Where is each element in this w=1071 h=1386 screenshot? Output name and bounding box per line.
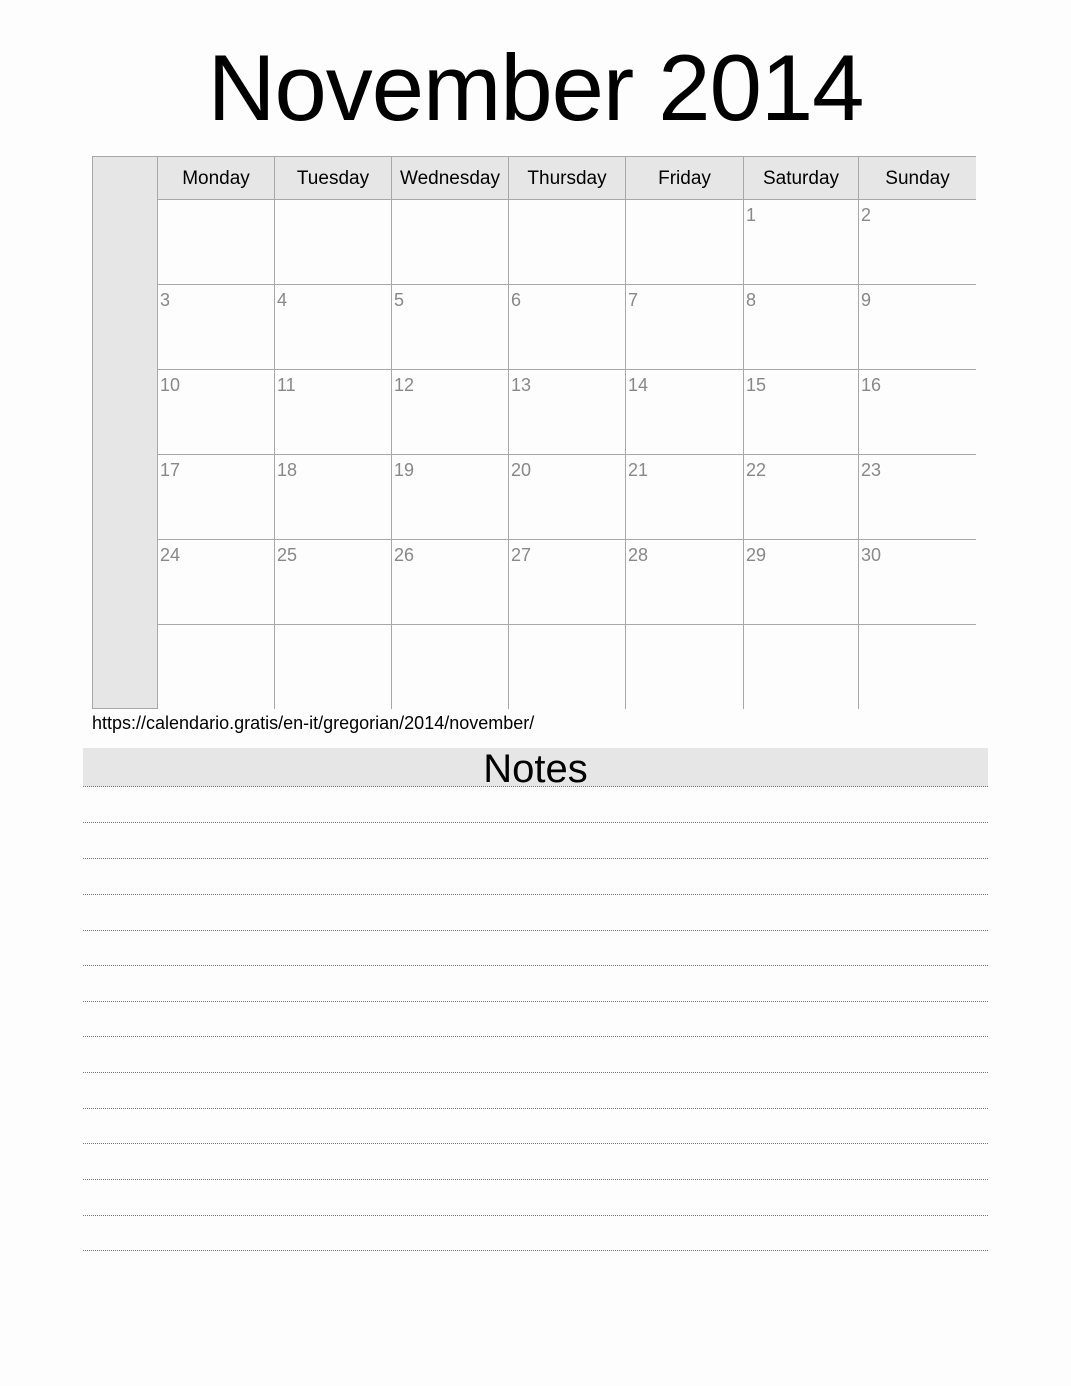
day-cell: 13	[509, 370, 626, 455]
day-cell: 15	[744, 370, 859, 455]
weekday-header: Sunday	[859, 157, 976, 200]
note-line	[83, 1143, 988, 1144]
day-cell: 11	[275, 370, 392, 455]
source-url: https://calendario.gratis/en-it/gregorian/2014/november/	[92, 713, 535, 733]
weekday-header: Friday	[626, 157, 744, 200]
weekday-header: Monday	[158, 157, 275, 200]
note-line	[83, 1001, 988, 1002]
note-line	[83, 965, 988, 966]
day-cell: 5	[392, 285, 509, 370]
weekday-header: Tuesday	[275, 157, 392, 200]
note-line	[83, 1215, 988, 1216]
note-line	[83, 1108, 988, 1109]
day-cell: 18	[275, 455, 392, 540]
day-cell	[392, 200, 509, 285]
day-cell	[509, 625, 626, 709]
day-cell: 30	[859, 540, 976, 625]
day-cell: 19	[392, 455, 509, 540]
day-cell	[275, 625, 392, 709]
note-line	[83, 1250, 988, 1251]
day-cell	[626, 625, 744, 709]
day-cell: 26	[392, 540, 509, 625]
day-cell: 27	[509, 540, 626, 625]
weekday-header: Wednesday	[392, 157, 509, 200]
day-cell: 10	[158, 370, 275, 455]
day-cell: 3	[158, 285, 275, 370]
week-number-column	[93, 157, 158, 708]
day-cell: 7	[626, 285, 744, 370]
day-cell: 21	[626, 455, 744, 540]
note-line	[83, 858, 988, 859]
day-cell: 14	[626, 370, 744, 455]
weekday-header: Saturday	[744, 157, 859, 200]
note-line	[83, 1072, 988, 1073]
day-cell: 16	[859, 370, 976, 455]
calendar-grid	[92, 156, 976, 709]
calendar-days	[158, 157, 975, 708]
notes-heading: Notes	[83, 748, 988, 787]
note-line	[83, 822, 988, 823]
note-line	[83, 1179, 988, 1180]
day-cell: 22	[744, 455, 859, 540]
note-line	[83, 894, 988, 895]
day-cell: 8	[744, 285, 859, 370]
day-cell: 2	[859, 200, 976, 285]
note-line	[83, 930, 988, 931]
day-cell: 23	[859, 455, 976, 540]
day-cell	[744, 625, 859, 709]
day-cell	[859, 625, 976, 709]
day-cell: 20	[509, 455, 626, 540]
day-cell: 6	[509, 285, 626, 370]
day-cell: 29	[744, 540, 859, 625]
day-cell: 17	[158, 455, 275, 540]
day-cell	[392, 625, 509, 709]
day-cell: 1	[744, 200, 859, 285]
day-cell: 28	[626, 540, 744, 625]
day-cell: 25	[275, 540, 392, 625]
day-cell: 24	[158, 540, 275, 625]
day-cell	[509, 200, 626, 285]
page-title: November 2014	[207, 35, 864, 140]
day-cell: 9	[859, 285, 976, 370]
day-cell: 12	[392, 370, 509, 455]
weekday-header: Thursday	[509, 157, 626, 200]
day-cell	[158, 200, 275, 285]
day-cell: 4	[275, 285, 392, 370]
day-cell	[275, 200, 392, 285]
note-line	[83, 1036, 988, 1037]
day-cell	[158, 625, 275, 709]
day-cell	[626, 200, 744, 285]
